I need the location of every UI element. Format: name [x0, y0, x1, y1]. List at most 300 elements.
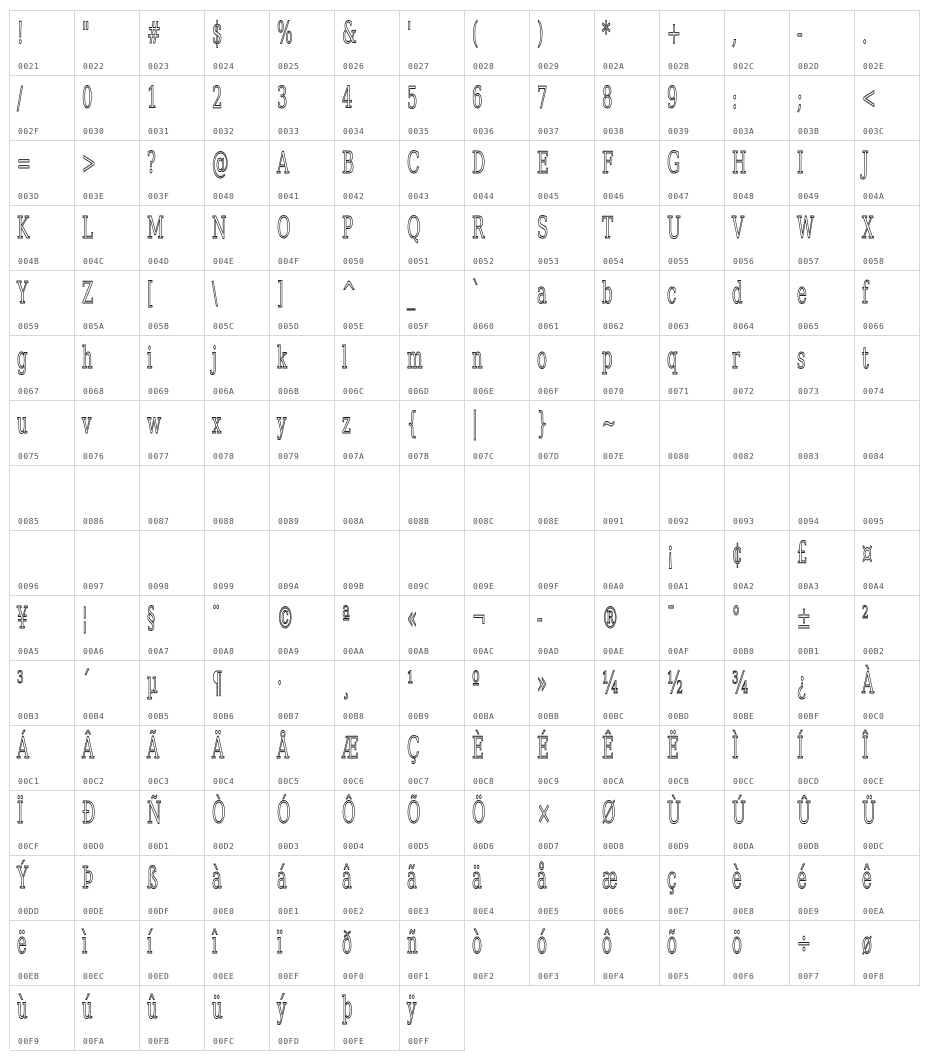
codepoint-label: 00F5: [668, 972, 690, 981]
glyph-sample: g: [17, 341, 28, 376]
glyph-sample: k: [277, 341, 288, 376]
codepoint-label: 008A: [343, 517, 365, 526]
glyph-sample: .: [862, 16, 868, 51]
glyph-sample: <: [862, 81, 876, 116]
glyph-sample: à: [212, 861, 222, 896]
codepoint-label: 00E2: [343, 907, 365, 916]
glyph-sample: ï: [277, 926, 283, 961]
codepoint-label: 00BE: [733, 712, 755, 721]
glyph-cell: [790, 76, 855, 141]
codepoint-label: 0052: [473, 257, 495, 266]
glyph-sample: =: [17, 146, 31, 181]
codepoint-label: 002E: [863, 62, 885, 71]
codepoint-label: 0063: [668, 322, 690, 331]
codepoint-label: 0053: [538, 257, 560, 266]
glyph-cell: [725, 726, 790, 791]
codepoint-label: 00A1: [668, 582, 690, 591]
glyph-sample: ×: [537, 796, 551, 831]
glyph-cell: [335, 661, 400, 726]
glyph-cell: [10, 661, 75, 726]
codepoint-label: 0086: [83, 517, 105, 526]
codepoint-label: 0049: [798, 192, 820, 201]
glyph-cell: [140, 11, 205, 76]
glyph-cell: [595, 336, 660, 401]
glyph-cell: [595, 206, 660, 271]
glyph-cell: [10, 76, 75, 141]
codepoint-label: 00D7: [538, 842, 560, 851]
codepoint-label: 00EE: [213, 972, 235, 981]
glyph-sample: |: [472, 406, 478, 441]
codepoint-label: 002C: [733, 62, 755, 71]
glyph-cell: [140, 986, 205, 1051]
glyph-cell: [595, 596, 660, 661]
codepoint-label: 006D: [408, 387, 430, 396]
glyph-sample: ð: [342, 926, 352, 961]
glyph-cell: [270, 271, 335, 336]
glyph-cell: [10, 531, 75, 596]
glyph-sample: Å: [277, 731, 289, 766]
glyph-sample: o: [537, 341, 547, 376]
glyph-sample: ¼: [602, 666, 618, 701]
glyph-cell: [530, 76, 595, 141]
glyph-cell: [660, 531, 725, 596]
codepoint-label: 0083: [798, 452, 820, 461]
codepoint-label: 0034: [343, 127, 365, 136]
glyph-sample: S: [537, 211, 549, 246]
codepoint-label: 00E1: [278, 907, 300, 916]
glyph-cell: [75, 791, 140, 856]
glyph-cell: [75, 336, 140, 401]
codepoint-label: 00FF: [408, 1037, 430, 1046]
glyph-sample: ¾: [732, 666, 748, 701]
glyph-cell: [725, 921, 790, 986]
glyph-cell: [270, 921, 335, 986]
glyph-sample: ¦: [82, 601, 88, 636]
glyph-sample: ¶: [212, 666, 223, 701]
glyph-cell: [270, 856, 335, 921]
codepoint-label: 007A: [343, 452, 365, 461]
codepoint-label: 0099: [213, 582, 235, 591]
glyph-cell: [790, 791, 855, 856]
codepoint-label: 007B: [408, 452, 430, 461]
glyph-cell: [140, 336, 205, 401]
codepoint-label: 00AF: [668, 647, 690, 656]
glyph-sample: Í: [797, 731, 804, 766]
glyph-cell: [660, 596, 725, 661]
codepoint-label: 0072: [733, 387, 755, 396]
glyph-sample: Q: [407, 211, 421, 246]
glyph-sample: /: [17, 81, 23, 116]
glyph-sample: ê: [862, 861, 872, 896]
codepoint-label: 0084: [863, 452, 885, 461]
glyph-cell: [140, 206, 205, 271]
codepoint-label: 005C: [213, 322, 235, 331]
codepoint-label: 00B8: [343, 712, 365, 721]
glyph-sample: Á: [17, 731, 29, 766]
codepoint-label: 0055: [668, 257, 690, 266]
glyph-sample: Y: [17, 276, 28, 311]
glyph-cell: [465, 76, 530, 141]
glyph-cell: [140, 141, 205, 206]
codepoint-label: 00DF: [148, 907, 170, 916]
glyph-cell: [530, 661, 595, 726]
glyph-sample: î: [212, 926, 218, 961]
codepoint-label: 0056: [733, 257, 755, 266]
glyph-cell: [530, 531, 595, 596]
codepoint-label: 00DB: [798, 842, 820, 851]
codepoint-label: 005B: [148, 322, 170, 331]
glyph-cell: [465, 661, 530, 726]
glyph-cell: [75, 11, 140, 76]
glyph-cell: [855, 141, 920, 206]
glyph-sample: #: [147, 16, 161, 51]
codepoint-label: 00CF: [18, 842, 40, 851]
codepoint-label: 00D4: [343, 842, 365, 851]
glyph-sample: å: [537, 861, 547, 896]
glyph-cell: [530, 336, 595, 401]
codepoint-label: 00B1: [798, 647, 820, 656]
glyph-cell: [790, 596, 855, 661]
glyph-cell: [75, 596, 140, 661]
codepoint-label: 0082: [733, 452, 755, 461]
glyph-sample: ä: [472, 861, 482, 896]
codepoint-label: 00AC: [473, 647, 495, 656]
glyph-cell: [400, 986, 465, 1051]
glyph-sample: Ü: [862, 796, 876, 831]
glyph-cell: [10, 726, 75, 791]
codepoint-label: 00AA: [343, 647, 365, 656]
glyph-cell: [855, 271, 920, 336]
glyph-sample: è: [732, 861, 742, 896]
codepoint-label: 00F2: [473, 972, 495, 981]
glyph-cell: [75, 76, 140, 141]
glyph-cell: [335, 791, 400, 856]
codepoint-label: 0097: [83, 582, 105, 591]
glyph-cell: [140, 466, 205, 531]
glyph-sample: Þ: [82, 861, 94, 896]
glyph-sample: Õ: [407, 796, 421, 831]
glyph-sample: â: [342, 861, 352, 896]
glyph-cell: [400, 856, 465, 921]
glyph-sample: ì: [82, 926, 88, 961]
glyph-cell: [140, 596, 205, 661]
glyph-cell: [855, 76, 920, 141]
glyph-sample: Ù: [667, 796, 681, 831]
glyph-sample: z: [342, 406, 351, 441]
glyph-sample: Ã: [147, 731, 159, 766]
glyph-sample: Î: [862, 731, 869, 766]
codepoint-label: 0092: [668, 517, 690, 526]
glyph-sample: H: [732, 146, 747, 181]
codepoint-label: 00B4: [83, 712, 105, 721]
glyph-cell: [530, 466, 595, 531]
glyph-cell: [790, 336, 855, 401]
glyph-sample: c: [667, 276, 677, 311]
glyph-cell: [400, 596, 465, 661]
glyph-cell: [75, 141, 140, 206]
codepoint-label: 007D: [538, 452, 560, 461]
glyph-cell: [790, 466, 855, 531]
glyph-sample: G: [667, 146, 681, 181]
glyph-cell: [465, 336, 530, 401]
glyph-cell: [400, 206, 465, 271]
codepoint-label: 00D6: [473, 842, 495, 851]
codepoint-label: 00FE: [343, 1037, 365, 1046]
codepoint-label: 004E: [213, 257, 235, 266]
glyph-sample: K: [17, 211, 30, 246]
glyph-sample: \: [212, 276, 218, 311]
glyph-cell: [205, 856, 270, 921]
codepoint-label: 0054: [603, 257, 625, 266]
glyph-cell: [10, 596, 75, 661]
glyph-sample: ½: [667, 666, 683, 701]
codepoint-label: 0051: [408, 257, 430, 266]
glyph-cell: [855, 856, 920, 921]
glyph-cell: [465, 596, 530, 661]
codepoint-label: 00ED: [148, 972, 170, 981]
glyph-cell: [335, 141, 400, 206]
glyph-cell: [725, 661, 790, 726]
glyph-sample: ¸: [342, 666, 351, 701]
glyph-cell: [855, 726, 920, 791]
glyph-sample: Û: [797, 796, 811, 831]
glyph-cell: [75, 206, 140, 271]
codepoint-label: 00DC: [863, 842, 885, 851]
codepoint-label: 00CB: [668, 777, 690, 786]
codepoint-label: 00E5: [538, 907, 560, 916]
glyph-sample: *: [602, 16, 611, 51]
glyph-cell: [725, 76, 790, 141]
glyph-sample: V: [732, 211, 744, 246]
glyph-cell: [855, 791, 920, 856]
glyph-cell: [205, 271, 270, 336]
glyph-cell: [465, 401, 530, 466]
codepoint-label: 0078: [213, 452, 235, 461]
glyph-cell: [465, 726, 530, 791]
glyph-sample: Ð: [82, 796, 96, 831]
codepoint-label: 00C1: [18, 777, 40, 786]
glyph-cell: [270, 596, 335, 661]
glyph-sample: Ô: [342, 796, 356, 831]
codepoint-label: 003F: [148, 192, 170, 201]
glyph-sample: O: [277, 211, 291, 246]
codepoint-label: 00C3: [148, 777, 170, 786]
glyph-cell: [465, 531, 530, 596]
glyph-sample: +: [667, 16, 681, 51]
codepoint-label: 0069: [148, 387, 170, 396]
codepoint-label: 0067: [18, 387, 40, 396]
glyph-sample: Ö: [472, 796, 486, 831]
glyph-cell: [10, 401, 75, 466]
glyph-cell: [10, 206, 75, 271]
glyph-cell: [10, 336, 75, 401]
glyph-sample: ): [537, 16, 544, 51]
codepoint-label: 0029: [538, 62, 560, 71]
glyph-sample: Ë: [667, 731, 680, 766]
glyph-cell: [400, 336, 465, 401]
codepoint-label: 00E4: [473, 907, 495, 916]
glyph-cell: [400, 791, 465, 856]
glyph-sample: }: [537, 406, 548, 441]
codepoint-label: 008E: [538, 517, 560, 526]
codepoint-label: 0040: [213, 192, 235, 201]
glyph-sample: j: [212, 341, 218, 376]
glyph-sample: Ú: [732, 796, 746, 831]
glyph-cell: [335, 336, 400, 401]
glyph-sample: e: [797, 276, 807, 311]
codepoint-label: 0061: [538, 322, 560, 331]
codepoint-label: 00AD: [538, 647, 560, 656]
glyph-sample: «: [407, 601, 418, 636]
codepoint-label: 00B2: [863, 647, 885, 656]
codepoint-label: 00FA: [83, 1037, 105, 1046]
glyph-sample: [: [147, 276, 154, 311]
glyph-cell: [465, 11, 530, 76]
glyph-cell: [270, 206, 335, 271]
glyph-cell: [855, 596, 920, 661]
glyph-cell: [75, 856, 140, 921]
glyph-sample: y: [277, 406, 287, 441]
glyph-sample: ü: [212, 991, 223, 1026]
glyph-cell: [790, 401, 855, 466]
codepoint-label: 00EC: [83, 972, 105, 981]
glyph-cell: [270, 11, 335, 76]
glyph-sample: 4: [342, 81, 353, 116]
glyph-cell: [270, 661, 335, 726]
glyph-cell: [10, 466, 75, 531]
glyph-cell: [335, 206, 400, 271]
codepoint-label: 00F6: [733, 972, 755, 981]
glyph-cell: [595, 11, 660, 76]
glyph-cell: [660, 11, 725, 76]
glyph-cell: [660, 76, 725, 141]
glyph-cell: [140, 661, 205, 726]
codepoint-label: 004D: [148, 257, 170, 266]
glyph-cell: [530, 726, 595, 791]
codepoint-label: 00C7: [408, 777, 430, 786]
glyph-cell: [75, 531, 140, 596]
glyph-cell: [205, 336, 270, 401]
glyph-cell: [660, 206, 725, 271]
glyph-sample: Æ: [342, 731, 359, 766]
codepoint-label: 005D: [278, 322, 300, 331]
glyph-cell: [10, 856, 75, 921]
codepoint-label: 0031: [148, 127, 170, 136]
glyph-cell: [270, 76, 335, 141]
glyph-cell: [205, 76, 270, 141]
glyph-sample: ¢: [732, 536, 743, 571]
codepoint-label: 00FC: [213, 1037, 235, 1046]
codepoint-label: 00C5: [278, 777, 300, 786]
codepoint-label: 0065: [798, 322, 820, 331]
glyph-cell: [140, 921, 205, 986]
glyph-sample: :: [732, 81, 738, 116]
codepoint-label: 009C: [408, 582, 430, 591]
glyph-sample: b: [602, 276, 613, 311]
glyph-sample: Ñ: [147, 796, 162, 831]
glyph-sample: F: [602, 146, 614, 181]
glyph-sample: Ò: [212, 796, 226, 831]
glyph-sample: ±: [797, 601, 811, 636]
glyph-sample: £: [797, 536, 808, 571]
codepoint-label: 0036: [473, 127, 495, 136]
glyph-cell: [725, 336, 790, 401]
codepoint-label: 0025: [278, 62, 300, 71]
glyph-sample: §: [147, 601, 156, 636]
codepoint-label: 00D0: [83, 842, 105, 851]
codepoint-label: 0093: [733, 517, 755, 526]
glyph-cell: [595, 76, 660, 141]
codepoint-label: 00F0: [343, 972, 365, 981]
codepoint-label: 00C9: [538, 777, 560, 786]
glyph-cell: [465, 466, 530, 531]
glyph-cell: [335, 986, 400, 1051]
codepoint-label: 0058: [863, 257, 885, 266]
codepoint-label: 00B0: [733, 647, 755, 656]
glyph-sample: 2: [212, 81, 223, 116]
glyph-sample: ": [82, 16, 90, 51]
glyph-sample: u: [17, 406, 28, 441]
glyph-cell: [790, 661, 855, 726]
glyph-cell: [75, 661, 140, 726]
glyph-sample: þ: [342, 991, 353, 1026]
codepoint-label: 00E8: [733, 907, 755, 916]
codepoint-label: 00A9: [278, 647, 300, 656]
glyph-sample: á: [277, 861, 287, 896]
codepoint-label: 0073: [798, 387, 820, 396]
codepoint-label: 0038: [603, 127, 625, 136]
codepoint-label: 00AB: [408, 647, 430, 656]
codepoint-label: 003C: [863, 127, 885, 136]
glyph-cell: [595, 856, 660, 921]
glyph-sample: Ì: [732, 731, 739, 766]
glyph-sample: ]: [277, 276, 284, 311]
glyph-sample: °: [732, 601, 741, 636]
glyph-sample: ò: [472, 926, 482, 961]
codepoint-label: 009A: [278, 582, 300, 591]
glyph-cell: [790, 726, 855, 791]
codepoint-label: 008B: [408, 517, 430, 526]
codepoint-label: 002B: [668, 62, 690, 71]
glyph-cell: [335, 466, 400, 531]
codepoint-label: 00F7: [798, 972, 820, 981]
codepoint-label: 00A7: [148, 647, 170, 656]
glyph-cell: [530, 921, 595, 986]
glyph-cell: [660, 271, 725, 336]
glyph-sample: @: [212, 146, 229, 181]
glyph-sample: ©: [277, 601, 294, 636]
glyph-cell: [400, 726, 465, 791]
glyph-cell: [725, 791, 790, 856]
glyph-cell: [790, 271, 855, 336]
glyph-cell: [205, 791, 270, 856]
glyph-cell: [75, 921, 140, 986]
codepoint-label: 00A8: [213, 647, 235, 656]
glyph-cell: [270, 141, 335, 206]
glyph-sample: ø: [862, 926, 872, 961]
codepoint-label: 0026: [343, 62, 365, 71]
glyph-sample: x: [212, 406, 222, 441]
glyph-cell: [205, 206, 270, 271]
glyph-sample: t: [862, 341, 869, 376]
codepoint-label: 006C: [343, 387, 365, 396]
codepoint-label: 00D9: [668, 842, 690, 851]
codepoint-label: 00BD: [668, 712, 690, 721]
codepoint-label: 00B7: [278, 712, 300, 721]
codepoint-label: 005E: [343, 322, 365, 331]
codepoint-label: 0046: [603, 192, 625, 201]
codepoint-label: 006A: [213, 387, 235, 396]
